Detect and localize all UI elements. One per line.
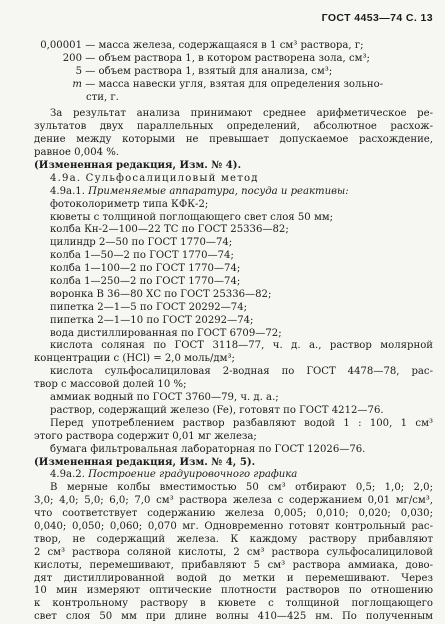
- equipment-item: пипетка 2—1—5 по ГОСТ 20292—74;: [50, 301, 248, 313]
- variable-line: m — масса навески угля, взятая для определения зольно-: [72, 78, 384, 90]
- paragraph-line: зультатов двух параллельных определений, абсолютное расхож-: [34, 121, 433, 133]
- amendment-note: (Измененная редакция, Изм. № 4, 5).: [34, 456, 256, 468]
- paragraph-line: что соответствует содержанию железа 0,005; 0,010; 0,020; 0,030;: [34, 508, 433, 520]
- equipment-item: колба 1—250—2 по ГОСТ 1770—74;: [50, 276, 241, 288]
- paragraph-line: дение между которыми не превышает допускаемое расхождение,: [34, 134, 433, 146]
- variable-line: 0,00001 — масса железа, содержащаяся в 1 см³ раствора, г;: [40, 40, 364, 51]
- paragraph-line: кислоты, перемешивают, прибавляют 5 см³ раствора аммиака, дово-: [34, 559, 433, 571]
- variable-line: 5 — объем раствора 1, взятый для анализа, см³;: [75, 65, 333, 77]
- paragraph-line: 2 см³ раствора соляной кислоты, 2 см³ раствора сульфосалициловой: [34, 546, 433, 558]
- equipment-item: колба 1—50—2 по ГОСТ 1770—74;: [50, 250, 234, 262]
- paragraph-line: твор, не содержащий железа. К каждому раствору прибавляют: [34, 533, 433, 545]
- paragraph-line: к контрольному раствору в кювете с толщиной поглощающего: [34, 598, 433, 610]
- equipment-item: колба Кн-2—100—22 ТС по ГОСТ 25336—82;: [50, 224, 289, 236]
- page-header: ГОСТ 4453—74 С. 13: [321, 12, 433, 24]
- variable-line: 200 — объем раствора 1, в котором растворена зола, см³;: [62, 52, 370, 64]
- equipment-item: пипетка 2—1—10 по ГОСТ 20292—74;: [50, 314, 254, 326]
- paragraph-line: свет слоя 50 мм при длине волны 410—425 нм. По полученным: [34, 611, 433, 623]
- equipment-item: вода дистиллированная по ГОСТ 6709—72;: [50, 327, 282, 339]
- equipment-item: колба 1—100—2 по ГОСТ 1770—74;: [50, 263, 241, 275]
- reagent-line: этого раствора содержит 0,01 мг железа;: [34, 430, 257, 442]
- reagent-line: кислота сульфосалициловая 2-водная по ГОСТ 4478—78, рас-: [50, 366, 433, 378]
- variable-line-continued: сти, г.: [86, 91, 119, 103]
- document-body: [34, 40, 433, 624]
- paragraph-line: 10 мин измеряют оптические плотности растворов по отношению: [34, 585, 433, 597]
- paragraph-line: 3,0; 4,0; 5,0; 6,0; 7,0 см³ раствора железа с содержанием 0,01 мг/см³,: [34, 495, 433, 507]
- subsection-heading: 4.9а.1. Применяемые аппаратура, посуда и реактивы:: [50, 185, 349, 197]
- paragraph-line: 0,040; 0,050; 0,060; 0,070 мг. Одновременно готовят контрольный рас-: [34, 520, 433, 532]
- reagent-line: концентрации c (HCl) = 2,0 моль/дм³;: [34, 353, 235, 365]
- reagent-line: Перед употреблением раствор разбавляют водой 1 : 100, 1 см³: [50, 417, 433, 429]
- reagent-line: бумага фильтровальная лабораторная по ГОСТ 12026—76.: [50, 443, 366, 455]
- equipment-item: фотоколориметр типа КФК-2;: [50, 198, 209, 210]
- reagent-line: твор с массовой долей 10 %;: [34, 379, 187, 391]
- reagent-line: кислота соляная по ГОСТ 3118—77, ч. д. а., раствор молярной: [50, 340, 433, 352]
- reagent-line: аммиак водный по ГОСТ 3760—79, ч. д. а.;: [50, 392, 279, 404]
- subsection-heading: 4.9а.2. Построение градуировочного графика: [50, 469, 298, 481]
- equipment-item: воронка В 36—80 ХС по ГОСТ 25336—82;: [50, 288, 272, 300]
- equipment-item: кюветы с толщиной поглощающего свет слоя 50 мм;: [50, 211, 334, 223]
- paragraph-line: За результат анализа принимают среднее арифметическое ре-: [50, 108, 433, 120]
- reagent-line: раствор, содержащий железо (Fe), готовят по ГОСТ 4212—76.: [50, 404, 384, 416]
- equipment-item: цилиндр 2—50 по ГОСТ 1770—74;: [50, 237, 233, 249]
- amendment-note: (Измененная редакция, Изм. № 4).: [34, 160, 242, 172]
- paragraph-line: В мерные колбы вместимостью 50 см³ отбирают 0,5; 1,0; 2,0;: [50, 482, 433, 494]
- paragraph-line: дят дистиллированной водой до метки и перемешивают. Через: [34, 572, 433, 584]
- paragraph-line: равное 0,004 %.: [34, 147, 120, 159]
- section-heading: 4.9а. Сульфосалициловый метод: [50, 172, 259, 184]
